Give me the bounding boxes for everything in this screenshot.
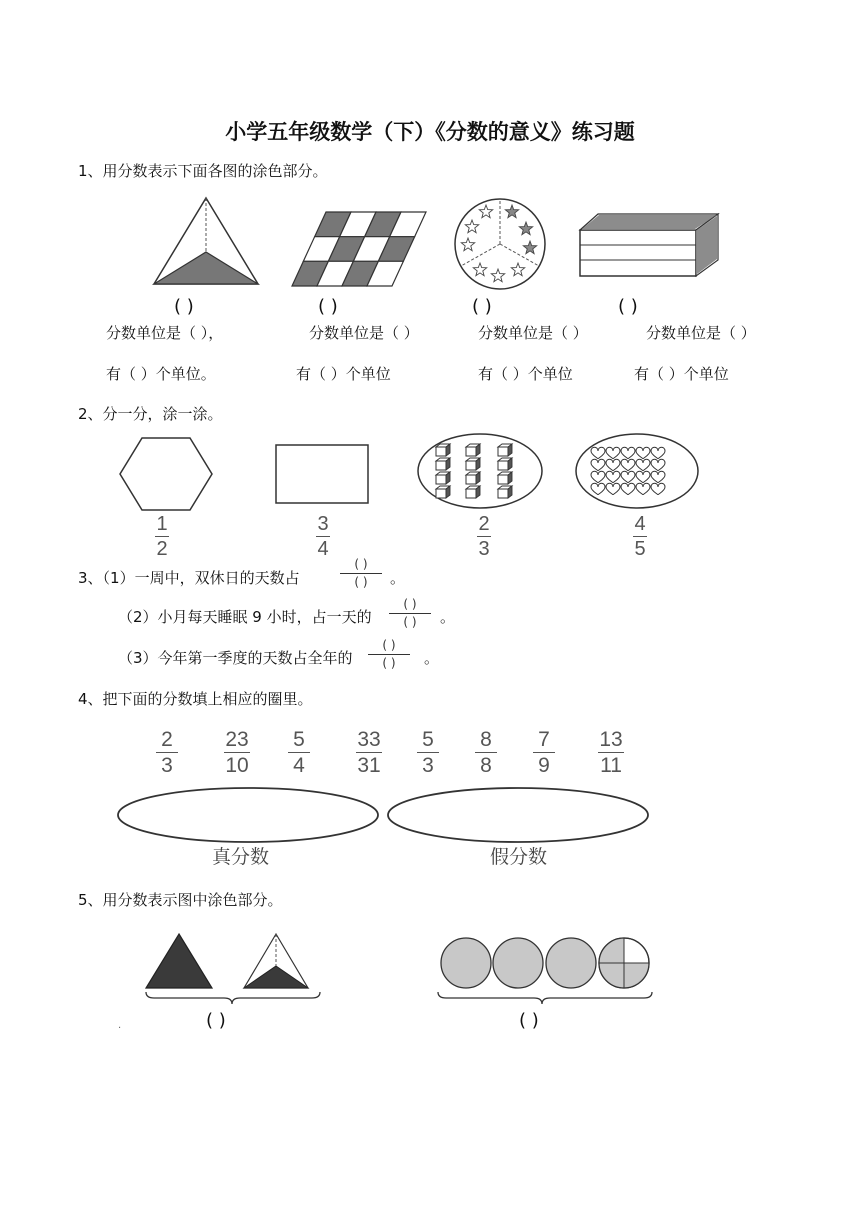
cube-icon	[436, 475, 446, 484]
fraction-item[interactable]: 7 9	[527, 729, 561, 776]
period: 。	[390, 569, 406, 587]
hearts-oval-figure	[574, 432, 700, 510]
cube-icon	[436, 461, 446, 470]
fraction-label: 4 5	[634, 513, 646, 560]
question-5-text: 5、用分数表示图中涂色部分。	[78, 891, 283, 909]
cube-icon	[498, 461, 508, 470]
cuboid-figure	[578, 210, 724, 280]
cube-icon	[466, 475, 476, 484]
cubes-oval-figure	[416, 432, 544, 510]
question-2-text: 2、分一分，涂一涂。	[78, 405, 223, 423]
answer-blank[interactable]: ( )	[206, 1010, 226, 1031]
improper-fraction-oval[interactable]	[386, 786, 650, 844]
question-3-1-text: 3、（1）一周中，双休日的天数占	[78, 569, 300, 587]
parallelogram-figure	[290, 210, 428, 288]
period: 。	[424, 649, 440, 667]
question-3-2-text: （2）小月每天睡眠 9 小时，占一天的	[118, 608, 372, 626]
answer-blank[interactable]: ( )	[618, 296, 638, 317]
fraction-item[interactable]: 13 11	[599, 728, 623, 777]
cube-icon	[498, 475, 508, 484]
fraction-unit-text: 分数单位是（ ）	[309, 324, 419, 342]
fraction-answer-blank[interactable]: ( ) ( )	[368, 639, 410, 669]
stray-dot: .	[118, 1020, 122, 1031]
answer-blank[interactable]: ( )	[318, 296, 338, 317]
proper-fraction-oval[interactable]	[116, 786, 380, 844]
period: 。	[440, 608, 456, 626]
star-circle-figure	[452, 196, 548, 292]
question-1-text: 1、用分数表示下面各图的涂色部分。	[78, 162, 328, 180]
proper-fraction-label: 真分数	[212, 846, 270, 868]
unit-count-text: 有（ ）个单位	[296, 365, 391, 383]
hexagon-figure	[118, 436, 214, 512]
cube-icon	[436, 447, 446, 456]
cube-icon	[436, 489, 446, 498]
fraction-label: 1 2	[156, 513, 168, 560]
answer-blank[interactable]: ( )	[472, 296, 492, 317]
question-4-text: 4、把下面的分数填上相应的圈里。	[78, 690, 313, 708]
fraction-item[interactable]: 23 10	[225, 728, 249, 777]
cube-icon	[466, 489, 476, 498]
fraction-item[interactable]: 5 4	[282, 729, 316, 776]
fraction-label: 2 3	[478, 513, 490, 560]
answer-blank[interactable]: ( )	[519, 1010, 539, 1031]
answer-blank[interactable]: ( )	[174, 296, 194, 317]
cube-icon	[498, 447, 508, 456]
fraction-unit-text: 分数单位是（ ），	[106, 324, 224, 342]
fraction-answer-blank[interactable]: ( ) ( )	[340, 558, 382, 588]
fraction-answer-blank[interactable]: ( ) ( )	[389, 598, 431, 628]
question-3-3-text: （3）今年第一季度的天数占全年的	[118, 649, 353, 667]
fraction-label: 3 4	[317, 513, 329, 560]
fraction-item[interactable]: 2 3	[150, 729, 184, 776]
page-title: 小学五年级数学（下）《分数的意义》练习题	[225, 120, 635, 144]
triangle-figure	[150, 196, 262, 288]
unit-count-text: 有（ ）个单位	[634, 365, 729, 383]
triangles-figure	[140, 930, 326, 1008]
fraction-item[interactable]: 5 3	[411, 729, 445, 776]
cube-icon	[498, 489, 508, 498]
unit-count-text: 有（ ）个单位	[478, 365, 573, 383]
cube-icon	[466, 461, 476, 470]
rectangle-figure	[274, 443, 370, 505]
improper-fraction-label: 假分数	[490, 846, 548, 868]
fraction-unit-text: 分数单位是（ ）	[646, 324, 756, 342]
unit-count-text: 有（ ）个单位。	[106, 365, 216, 383]
fraction-unit-text: 分数单位是（ ）	[478, 324, 588, 342]
fraction-item[interactable]: 8 8	[469, 729, 503, 776]
circles-figure	[434, 934, 658, 1006]
fraction-item[interactable]: 33 31	[357, 728, 381, 777]
cube-icon	[466, 447, 476, 456]
